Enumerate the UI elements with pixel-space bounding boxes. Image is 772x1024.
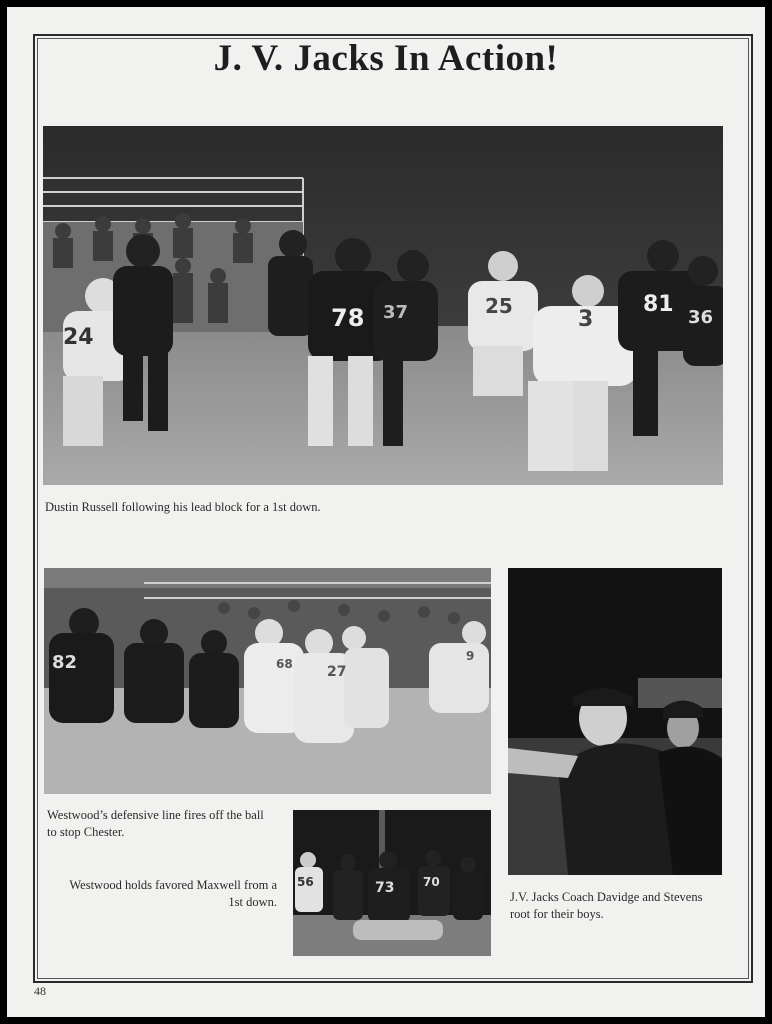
jersey-number: 24 (63, 325, 94, 350)
jersey-number: 25 (485, 294, 513, 318)
jersey-number: 73 (375, 880, 395, 896)
jersey-number: 3 (578, 307, 594, 332)
yearbook-page (7, 7, 765, 1017)
jersey-number: 70 (423, 875, 440, 889)
jersey-number: 78 (331, 304, 365, 332)
page-number: 48 (34, 984, 46, 998)
jersey-number: 37 (383, 302, 409, 323)
photo-running-play (43, 126, 723, 485)
jersey-number: 68 (276, 657, 293, 671)
page-title: J. V. Jacks In Action! (213, 38, 559, 79)
photo-coaches (508, 568, 722, 875)
photo-goal-line-stand (293, 810, 491, 956)
jersey-number: 56 (297, 875, 314, 889)
jersey-number: 81 (643, 292, 674, 317)
jersey-number: 36 (688, 307, 714, 328)
caption-goal-line-stand: Westwood holds favored Maxwell from a 1st down. (69, 878, 277, 909)
caption-defensive-line: Westwood’s defensive line fires off the ball to stop Chester. (47, 808, 264, 839)
caption-coaches: J.V. Jacks Coach Davidge and Stevens root for their boys. (510, 890, 703, 921)
jersey-number: 82 (52, 652, 78, 673)
jersey-number: 27 (327, 664, 347, 680)
caption-running-play: Dustin Russell following his lead block for a 1st down. (45, 500, 321, 514)
photo-defensive-line (44, 568, 491, 794)
jersey-number: 9 (466, 649, 475, 663)
